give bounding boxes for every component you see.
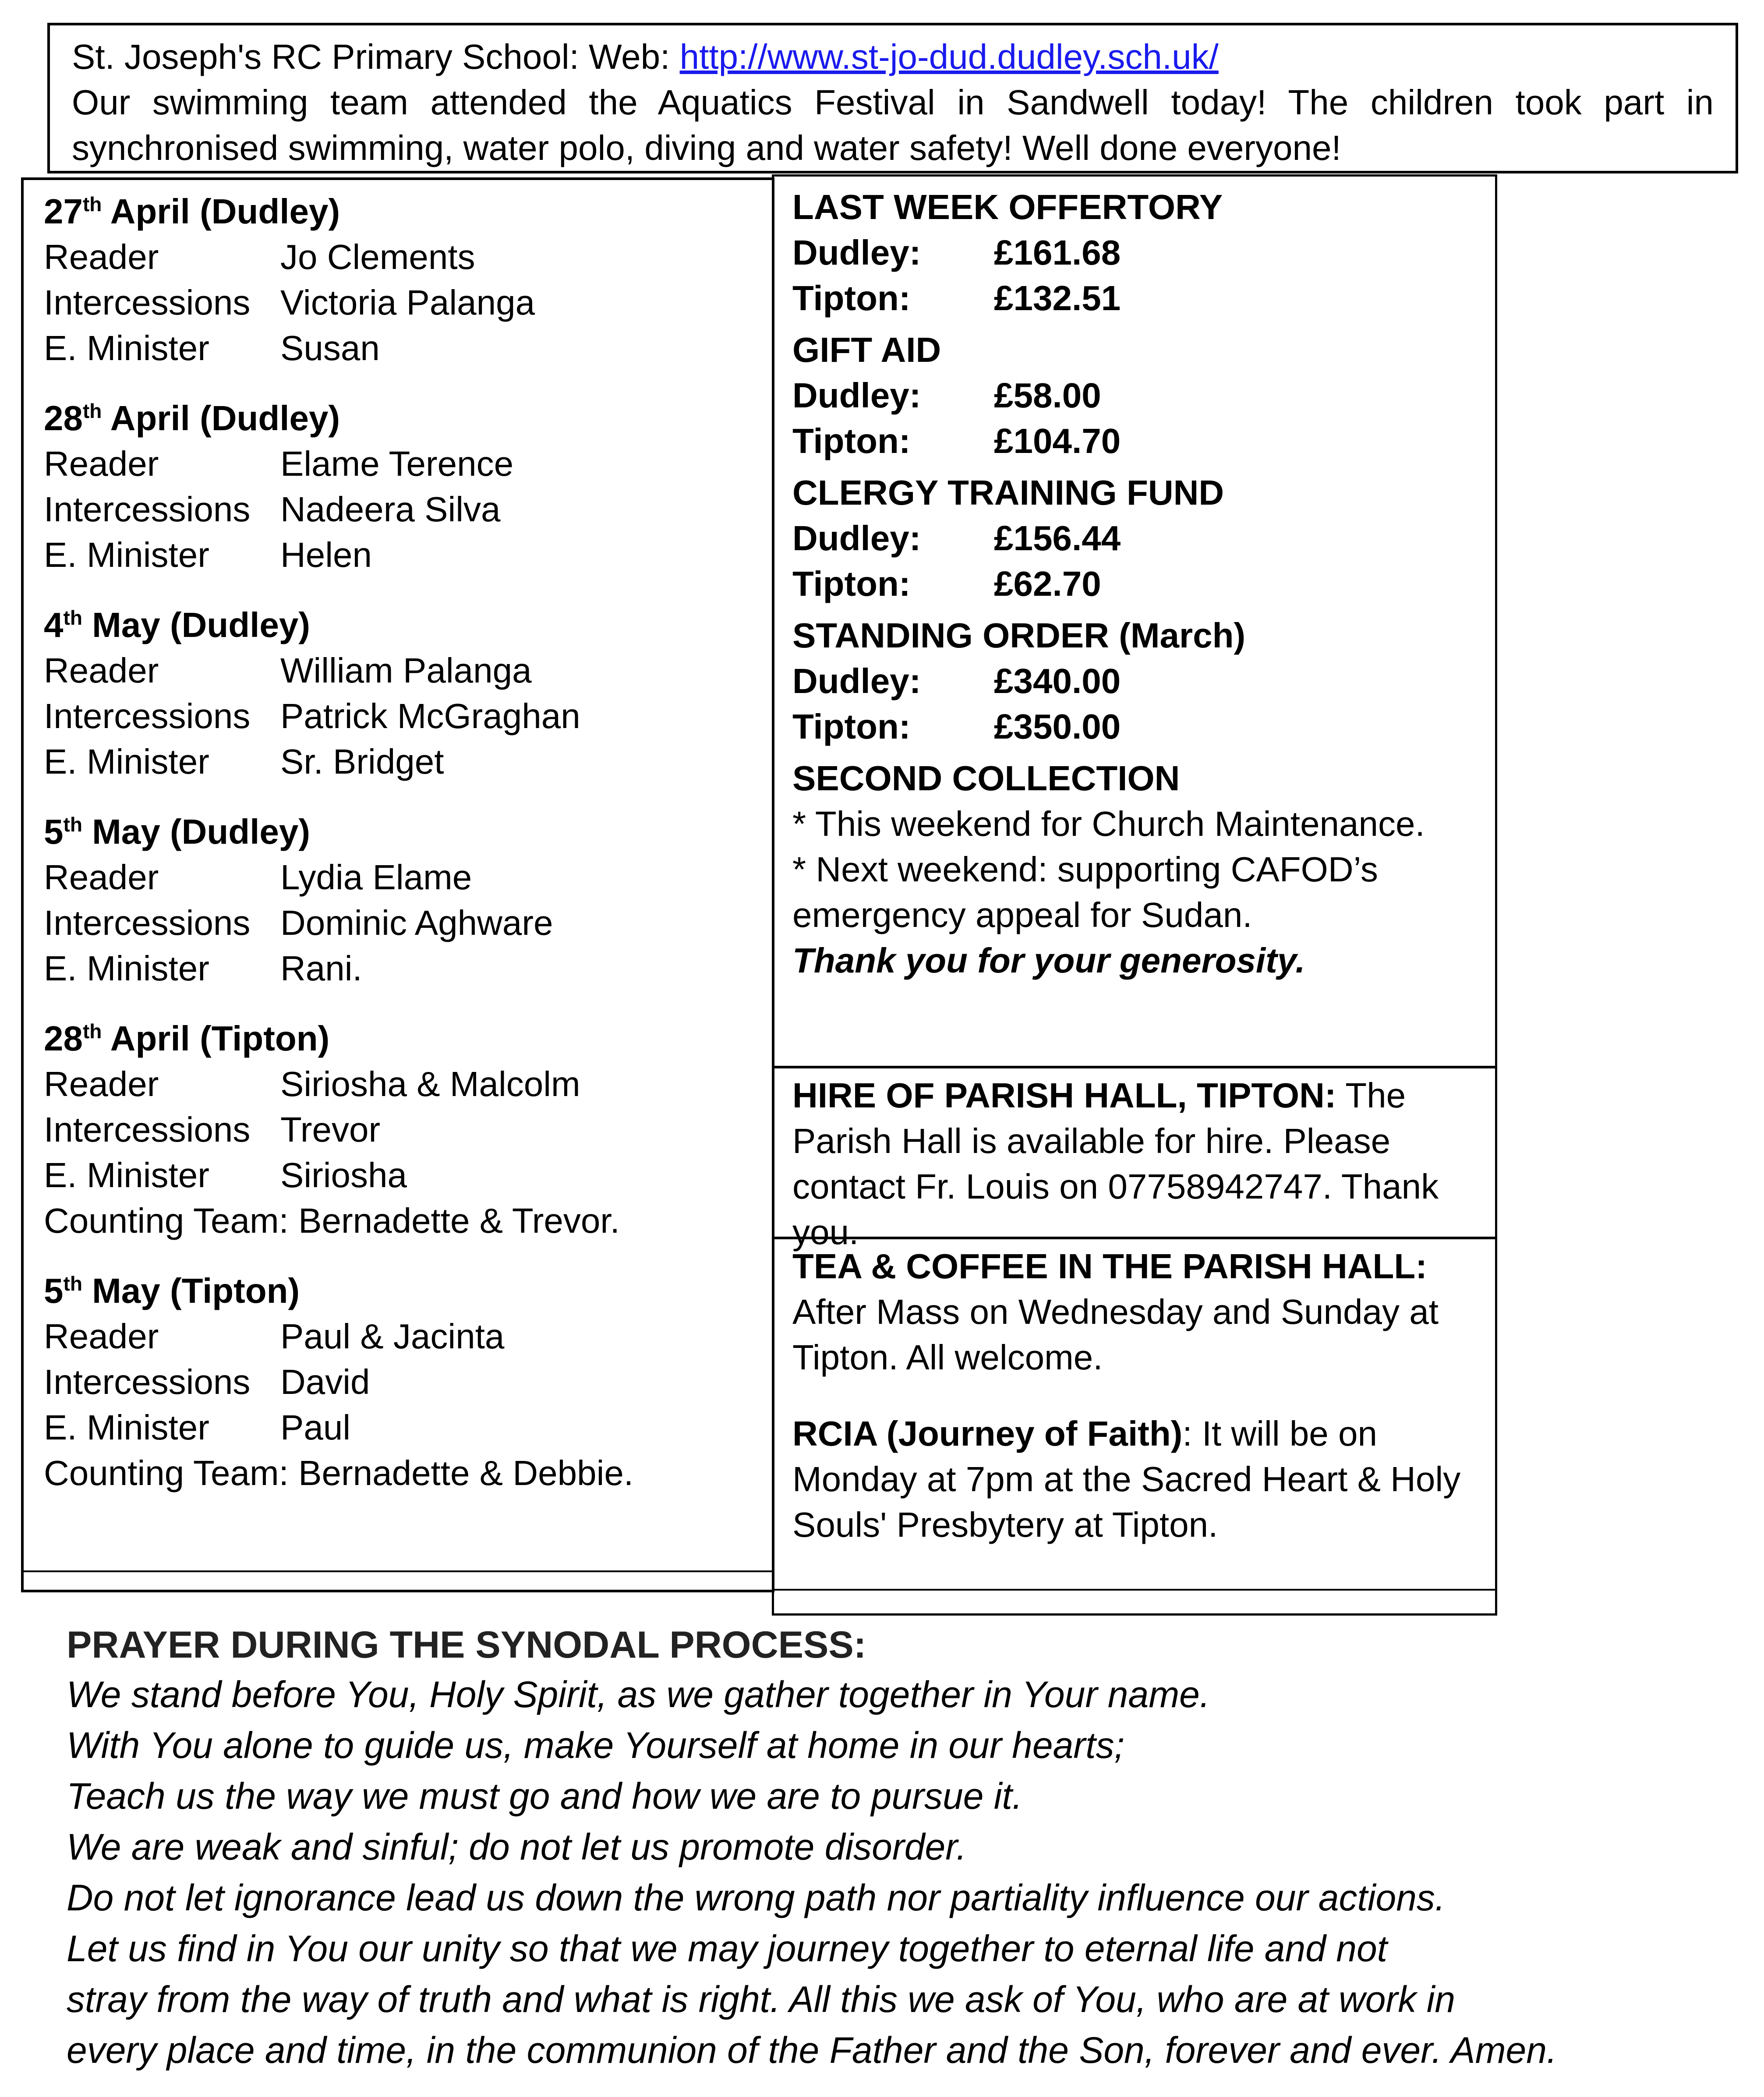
offertory-row	[792, 276, 1478, 321]
schedule-row	[44, 325, 772, 371]
minister-name: Victoria Palanga	[280, 283, 535, 322]
day-suffix: th	[63, 813, 82, 836]
minister-name: David	[280, 1362, 370, 1401]
amount: £156.44	[994, 519, 1121, 558]
tea-coffee-text: After Mass on Wednesday and Sunday at Tipton. All welcome.	[792, 1292, 1439, 1377]
parish-name: Dudley:	[792, 519, 921, 558]
second-collection-line: * Next weekend: supporting CAFOD’s emergency appeal for Sudan.	[792, 850, 1378, 934]
day-label: May (Dudley)	[82, 812, 310, 851]
offertory-row	[792, 418, 1478, 464]
ministry-role: Reader	[44, 237, 159, 276]
schedule-row	[44, 532, 772, 578]
schedule-row	[44, 487, 772, 532]
minister-name: Siriosha	[280, 1156, 407, 1195]
day-number: 28	[44, 399, 83, 438]
minister-name: Paul & Jacinta	[280, 1317, 505, 1356]
schedule-row	[44, 1153, 772, 1198]
schedule-row	[44, 1107, 772, 1153]
ministry-role: E. Minister	[44, 742, 209, 781]
amount: £132.51	[994, 279, 1121, 318]
offertory-section	[792, 184, 1478, 321]
offertory-section	[792, 470, 1478, 607]
day-suffix: th	[63, 606, 82, 629]
day-label: May (Dudley)	[82, 605, 310, 644]
day-suffix: th	[63, 1272, 82, 1295]
counting-team: Counting Team: Bernadette & Debbie.	[44, 1453, 634, 1492]
second-collection-title: SECOND COLLECTION	[792, 759, 1180, 798]
amount: £340.00	[994, 661, 1121, 700]
schedule-day-title	[44, 189, 772, 234]
parish-notices	[772, 174, 1497, 1616]
school-web-line	[72, 34, 1714, 80]
ministry-role: Reader	[44, 858, 159, 897]
day-label: April (Dudley)	[102, 399, 340, 438]
rcia-text: : It will be on Monday at 7pm at the Sacred Heart & Holy Souls' Presbytery at Tipton.	[792, 1414, 1461, 1544]
schedule-row	[44, 1061, 772, 1107]
schedule-row	[44, 855, 772, 900]
schedule-row	[44, 693, 772, 739]
counting-team: Counting Team: Bernadette & Trevor.	[44, 1201, 620, 1240]
minister-name: Patrick McGraghan	[280, 697, 580, 736]
amount: £58.00	[994, 376, 1101, 415]
prayer-line: Teach us the way we must go and how we are to pursue it.	[67, 1775, 1023, 1817]
schedule-list	[44, 189, 772, 1496]
offertory-section	[792, 613, 1478, 750]
schedule-day	[44, 602, 772, 785]
offertory-title: GIFT AID	[792, 330, 941, 369]
prayer-line: Let us find in You our unity so that we may journey together to eternal life and not	[67, 1928, 1388, 1969]
minister-name: Sr. Bridget	[280, 742, 444, 781]
ministry-role: Intercessions	[44, 1362, 251, 1401]
offertory-row	[792, 373, 1478, 418]
offertory-block	[774, 184, 1495, 1074]
day-suffix: th	[82, 1020, 102, 1043]
ministry-role: Reader	[44, 1064, 159, 1103]
parish-name: Dudley:	[792, 661, 921, 700]
ministry-schedule	[21, 177, 774, 1592]
offertory-row	[792, 658, 1478, 704]
offertory-title: STANDING ORDER (March)	[792, 616, 1246, 655]
schedule-row	[44, 946, 772, 991]
day-label: May (Tipton)	[82, 1271, 300, 1310]
minister-name: Helen	[280, 535, 372, 574]
prayer-line: every place and time, in the communion of the Father and the Son, forever and ever. Amen.	[67, 2030, 1557, 2071]
parish-name: Tipton:	[792, 707, 911, 746]
prayer-text	[67, 1669, 1644, 2076]
schedule-day	[44, 1016, 772, 1244]
amount: £62.70	[994, 564, 1101, 603]
schedule-day	[44, 189, 772, 371]
ministry-role: Intercessions	[44, 283, 251, 322]
minister-name: Jo Clements	[280, 237, 475, 276]
schedule-day	[44, 1268, 772, 1496]
offertory-row	[792, 561, 1478, 607]
ministry-role: Intercessions	[44, 903, 251, 942]
prayer-line: We are weak and sinful; do not let us promote disorder.	[67, 1826, 967, 1867]
ministry-role: E. Minister	[44, 949, 209, 988]
prayer-line: Do not let ignorance lead us down the wrong path nor partiality influence our actions.	[67, 1877, 1446, 1918]
ministry-role: E. Minister	[44, 535, 209, 574]
ministry-role: Intercessions	[44, 697, 251, 736]
schedule-day-title	[44, 396, 772, 441]
parish-name: Tipton:	[792, 279, 911, 318]
offertory-title: CLERGY TRAINING FUND	[792, 473, 1224, 512]
schedule-row	[44, 739, 772, 785]
hall-hire-notice	[774, 1066, 1495, 1252]
schedule-day	[44, 396, 772, 578]
day-number: 5	[44, 812, 64, 851]
minister-name: Lydia Elame	[280, 858, 472, 897]
offertory-list	[792, 184, 1478, 750]
day-label: April (Dudley)	[102, 192, 340, 231]
amount: £350.00	[994, 707, 1121, 746]
ministry-role: Intercessions	[44, 490, 251, 529]
schedule-day-title	[44, 602, 772, 648]
schedule-day-title	[44, 1268, 772, 1314]
prayer-line: stray from the way of truth and what is right. All this we ask of You, who are at work in	[67, 1979, 1456, 2020]
minister-name: Susan	[280, 329, 380, 368]
ministry-role: E. Minister	[44, 1408, 209, 1447]
day-number: 27	[44, 192, 83, 231]
divider	[774, 1589, 1495, 1591]
tea-coffee-heading: TEA & COFFEE IN THE PARISH HALL:	[792, 1247, 1427, 1286]
amount: £104.70	[994, 421, 1121, 460]
parish-name: Tipton:	[792, 564, 911, 603]
offertory-row	[792, 230, 1478, 276]
prayer-title: PRAYER DURING THE SYNODAL PROCESS:	[67, 1624, 866, 1666]
minister-name: Elame Terence	[280, 444, 514, 483]
day-suffix: th	[82, 400, 102, 422]
schedule-row	[44, 648, 772, 693]
schedule-row	[44, 280, 772, 325]
ministry-role: E. Minister	[44, 329, 209, 368]
day-number: 5	[44, 1271, 64, 1310]
schedule-row	[44, 1314, 772, 1359]
divider	[24, 1570, 772, 1572]
schedule-row	[44, 900, 772, 946]
amount: £161.68	[994, 233, 1121, 272]
hall-hire-text: The Parish Hall is available for hire. Please contact Fr. Louis on 07758942747. Thank you.	[792, 1076, 1439, 1252]
day-number: 28	[44, 1019, 83, 1058]
minister-name: Trevor	[280, 1110, 381, 1149]
offertory-row	[792, 516, 1478, 561]
thanks-text: Thank you for your generosity.	[792, 941, 1305, 980]
schedule-row	[44, 1405, 772, 1450]
minister-name: Siriosha & Malcolm	[280, 1064, 580, 1103]
school-notice-text: Our swimming team attended the Aquatics Festival in Sandwell today! The children took part in synchronised swimming, water polo, diving and water safety! Well done everyone!	[72, 83, 1714, 167]
hall-hire-heading: HIRE OF PARISH HALL, TIPTON:	[792, 1076, 1336, 1115]
offertory-title: LAST WEEK OFFERTORY	[792, 187, 1223, 226]
parish-name: Tipton:	[792, 421, 911, 460]
school-notice	[47, 23, 1738, 173]
synodal-prayer	[67, 1621, 1644, 2076]
offertory-section	[792, 327, 1478, 464]
offertory-row	[792, 704, 1478, 750]
prayer-line: We stand before You, Holy Spirit, as we gather together in Your name.	[67, 1674, 1210, 1715]
schedule-day-title	[44, 809, 772, 855]
minister-name: Dominic Aghware	[280, 903, 553, 942]
schedule-day	[44, 809, 772, 991]
prayer-line: With You alone to guide us, make Yourself at home in our hearts;	[67, 1725, 1124, 1766]
schedule-day-title	[44, 1016, 772, 1061]
second-collection-line: * This weekend for Church Maintenance.	[792, 804, 1425, 843]
minister-name: Rani.	[280, 949, 362, 988]
parish-name: Dudley:	[792, 233, 921, 272]
ministry-role: Intercessions	[44, 1110, 251, 1149]
day-suffix: th	[82, 193, 102, 216]
parish-name: Dudley:	[792, 376, 921, 415]
schedule-row	[44, 441, 772, 487]
minister-name: Paul	[280, 1408, 351, 1447]
minister-name: Nadeera Silva	[280, 490, 501, 529]
school-website-link[interactable]: http://www.st-jo-dud.dudley.sch.uk/	[679, 37, 1219, 76]
minister-name: William Palanga	[280, 651, 532, 690]
ministry-role: Reader	[44, 1317, 159, 1356]
schedule-row	[44, 234, 772, 280]
schedule-row	[44, 1359, 772, 1405]
school-web-prefix: St. Joseph's RC Primary School: Web:	[72, 37, 680, 76]
rcia-heading: RCIA (Journey of Faith)	[792, 1414, 1183, 1453]
ministry-role: Reader	[44, 444, 159, 483]
day-number: 4	[44, 605, 64, 644]
ministry-role: Reader	[44, 651, 159, 690]
ministry-role: E. Minister	[44, 1156, 209, 1195]
day-label: April (Tipton)	[102, 1019, 330, 1058]
tea-rcia-notices	[774, 1237, 1495, 1596]
